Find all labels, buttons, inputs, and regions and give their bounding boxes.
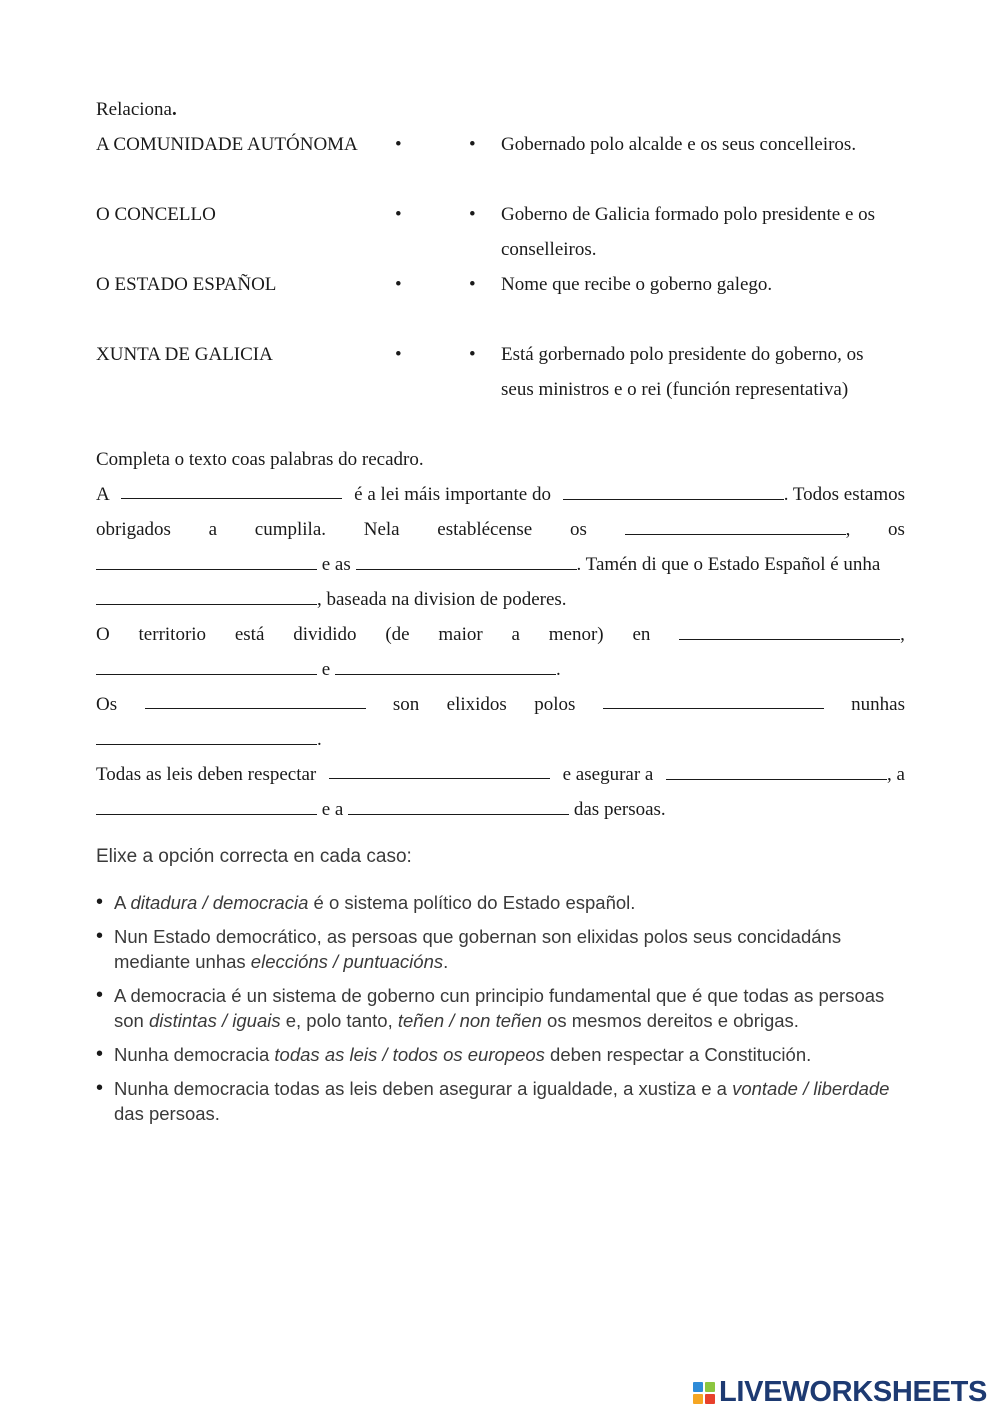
match-dot-right[interactable]: •	[469, 134, 476, 155]
relaciona-left-item: XUNTA DE GALICIA	[96, 344, 273, 365]
logo-square	[705, 1382, 715, 1392]
blank-input[interactable]	[145, 687, 366, 709]
blank-input[interactable]	[625, 513, 846, 535]
relaciona-left-item: A COMUNIDADE AUTÓNOMA	[96, 134, 358, 155]
blank-input[interactable]	[356, 548, 577, 570]
elixe-option-item: • Nunha democracia todas as leis deben asegurar a igualdade, a xustiza e a vontade / liberdade das persoas.	[96, 1076, 896, 1126]
blank-input[interactable]	[96, 723, 317, 745]
blank-input[interactable]	[563, 478, 784, 500]
blank-input[interactable]	[96, 548, 317, 570]
relaciona-heading: Relaciona.	[96, 99, 177, 120]
logo-icon	[693, 1382, 715, 1404]
completa-line: O territorio está dividido (de maior a menor) en ,	[96, 617, 905, 652]
completa-line: A é a lei máis importante do . Todos estamos	[96, 477, 905, 512]
completa-line: Todas as leis deben respectar e asegurar a , a	[96, 757, 905, 792]
match-dot-left[interactable]: •	[395, 134, 402, 155]
match-dot-left[interactable]: •	[395, 344, 402, 365]
completa-line: Os son elixidos polos nunhas	[96, 687, 905, 722]
elixe-option-item: • Nun Estado democrático, as persoas que gobernan son elixidas polos seus concidadáns mediante unhas eleccións / puntuacións.	[96, 924, 896, 974]
relaciona-row	[96, 337, 905, 407]
blank-input[interactable]	[329, 757, 550, 779]
relaciona-left-item: O ESTADO ESPAÑOL	[96, 274, 277, 295]
blank-input[interactable]	[121, 477, 342, 499]
completa-line: e .	[96, 652, 905, 687]
logo-square	[693, 1382, 703, 1392]
elixe-option-item: • A ditadura / democracia é o sistema político do Estado español.	[96, 890, 896, 915]
blank-input[interactable]	[96, 583, 317, 605]
blank-input[interactable]	[348, 793, 569, 815]
relaciona-right-item: Nome que recibe o goberno galego.	[501, 274, 773, 295]
blank-input[interactable]	[96, 793, 317, 815]
relaciona-row	[96, 197, 905, 267]
completa-heading: Completa o texto coas palabras do recadro.	[96, 449, 424, 470]
relaciona-right-item: Goberno de Galicia formado polo presidente e os conselleiros.	[501, 204, 876, 260]
choice-text[interactable]: ditadura / democracia	[130, 892, 309, 913]
elixe-options-list	[96, 890, 896, 1135]
blank-input[interactable]	[603, 687, 824, 709]
relaciona-right-item: Está gorbernado polo presidente do goberno, os seus ministros e o rei (función representativa)	[501, 344, 864, 400]
completa-line: obrigados a cumplila. Nela establécense os , os	[96, 512, 905, 547]
elixe-option-item: • A democracia é un sistema de goberno cun principio fundamental que é que todas as persoas son distintas / iguais e, polo tanto, teñen / non teñen os mesmos dereitos e obrigas.	[96, 983, 896, 1033]
liveworksheets-logo[interactable]	[693, 1376, 987, 1409]
completa-line: , baseada na division de poderes.	[96, 582, 905, 617]
logo-square	[693, 1394, 703, 1404]
blank-input[interactable]	[96, 653, 317, 675]
choice-text[interactable]: eleccións / puntuacións	[250, 951, 444, 972]
blank-input[interactable]	[666, 758, 887, 780]
relaciona-right-item: Gobernado polo alcalde e os seus concelleiros.	[501, 134, 857, 155]
match-dot-right[interactable]: •	[469, 344, 476, 365]
choice-text[interactable]: todas as leis / todos os europeos	[274, 1044, 545, 1065]
relaciona-left-item: O CONCELLO	[96, 204, 216, 225]
logo-square	[705, 1394, 715, 1404]
completa-line: e as . Tamén di que o Estado Español é unha	[96, 547, 905, 582]
relaciona-table	[96, 127, 905, 407]
relaciona-row	[96, 127, 905, 197]
completa-line: e a das persoas.	[96, 792, 905, 827]
worksheet	[96, 92, 905, 827]
elixe-heading: Elixe a opción correcta en cada caso:	[96, 846, 412, 867]
relaciona-row	[96, 267, 905, 337]
blank-input[interactable]	[335, 653, 556, 675]
choice-text[interactable]: teñen / non teñen	[397, 1010, 542, 1031]
match-dot-right[interactable]: •	[469, 274, 476, 295]
choice-text[interactable]: distintas / iguais	[148, 1010, 281, 1031]
match-dot-left[interactable]: •	[395, 204, 402, 225]
match-dot-left[interactable]: •	[395, 274, 402, 295]
blank-input[interactable]	[679, 618, 900, 640]
match-dot-right[interactable]: •	[469, 204, 476, 225]
choice-text[interactable]: vontade / liberdade	[732, 1078, 890, 1099]
logo-text: LIVEWORKSHEETS	[719, 1376, 988, 1408]
completa-line: .	[96, 722, 905, 757]
elixe-option-item: • Nunha democracia todas as leis / todos os europeos deben respectar a Constitución.	[96, 1042, 896, 1067]
